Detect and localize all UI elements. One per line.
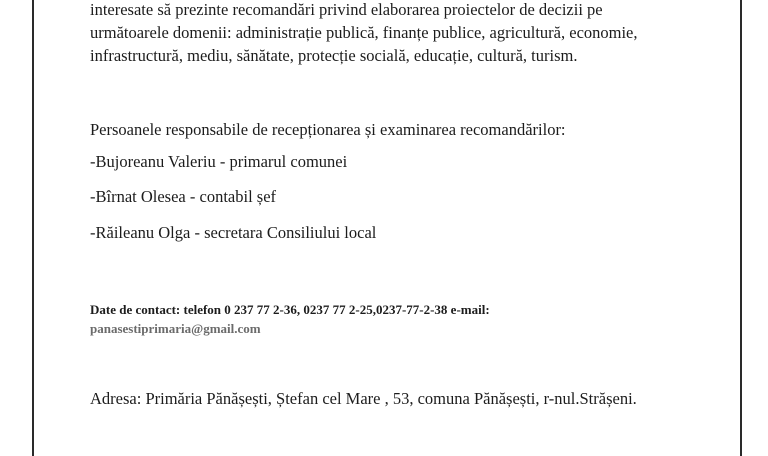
contact-email: panasestiprimaria@gmail.com [90,321,261,336]
responsible-person: -Bîrnat Olesea - contabil șef [90,187,277,206]
responsible-heading: Persoanele responsabile de recepționarea și examinarea recomandărilor: [90,120,566,139]
contact-line: Date de contact: telefon 0 237 77 2-36, 0237 77 2-25,0237-77-2-38 e-mail: [90,302,490,317]
intro-line: interesate să prezinte recomandări privind elaborarea proiectelor de decizii pe [90,0,603,19]
intro-paragraph [90,0,700,67]
intro-line: infrastructură, mediu, sănătate, protecție socială, educație, cultură, turism. [90,46,578,65]
responsible-person: -Răileanu Olga - secretara Consiliului local [90,223,377,242]
intro-line: următoarele domenii: administrație publică, finanțe publice, agricultură, economie, [90,23,638,42]
responsible-person: -Bujoreanu Valeriu - primarul comunei [90,152,348,171]
address-line: Adresa: Primăria Pănășești, Ștefan cel Mare , 53, comuna Pănășești, r-nul.Strășeni. [90,389,637,408]
